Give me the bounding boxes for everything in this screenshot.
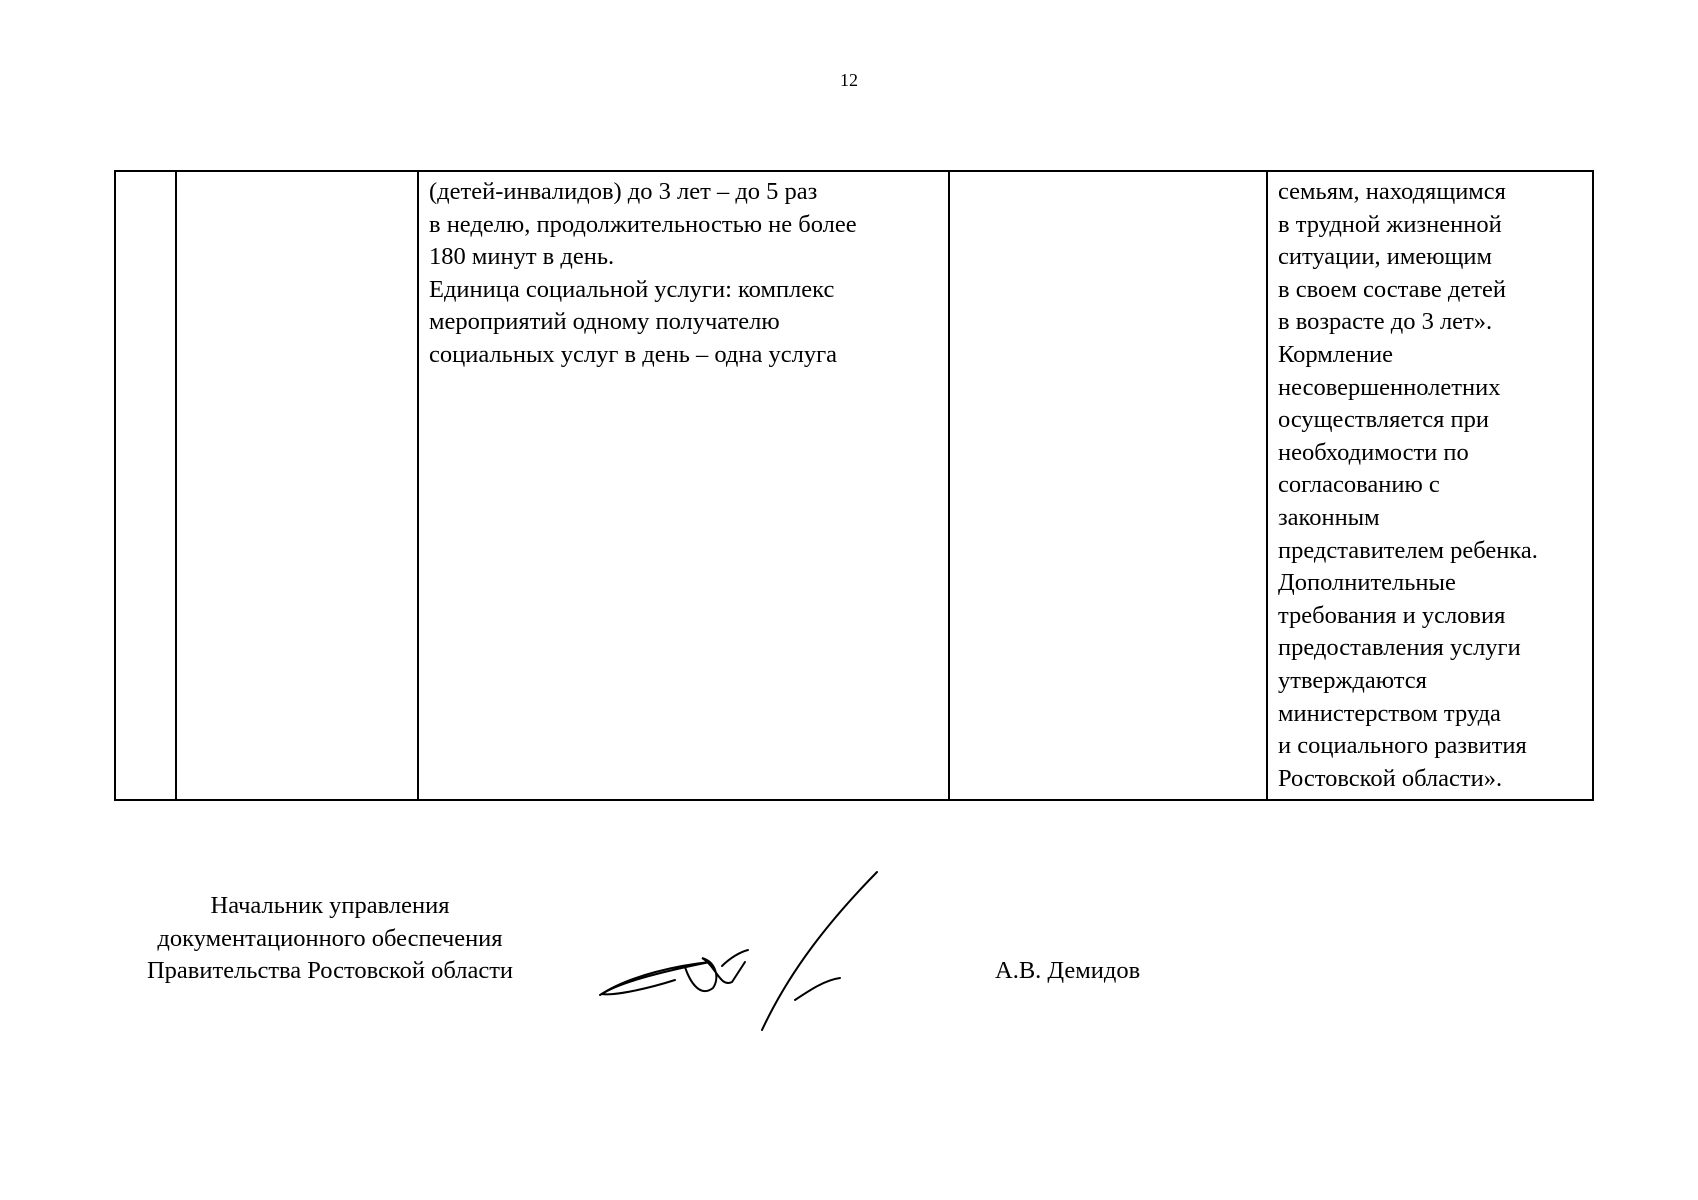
description-line: мероприятий одному получателю (429, 308, 780, 336)
conditions-line: Кормление (1278, 340, 1393, 368)
conditions-line: требования и условия (1278, 601, 1506, 629)
position-line: Правительства Ростовской области (146, 957, 514, 985)
signatory-position (100, 890, 560, 988)
conditions-line: предоставления услуги (1278, 634, 1521, 662)
conditions-line: несовершеннолетних (1278, 373, 1501, 401)
table-row (115, 171, 1593, 800)
cell-service-name (176, 171, 418, 800)
cell-service-description (418, 171, 949, 800)
description-line: Единица социальной услуги: комплекс (429, 275, 835, 303)
position-line: документационного обеспечения (157, 924, 503, 952)
conditions-line: законным (1278, 503, 1380, 531)
conditions-line: согласованию с (1278, 471, 1440, 499)
description-line: в неделю, продолжительностью не более (429, 210, 857, 238)
conditions-line: Ростовской области». (1278, 764, 1503, 792)
services-table (114, 170, 1594, 801)
conditions-line: ситуации, имеющим (1278, 243, 1493, 271)
conditions-line: Дополнительные (1278, 569, 1456, 597)
conditions-line: представителем ребенка. (1278, 536, 1538, 564)
cell-conditions (1267, 171, 1593, 800)
signer-name: А.В. Демидов (995, 957, 1141, 984)
conditions-line: необходимости по (1278, 438, 1469, 466)
description-line: социальных услуг в день – одна услуга (429, 340, 838, 368)
conditions-line: в своем составе детей (1278, 275, 1506, 303)
cell-number (115, 171, 176, 800)
conditions-line: в трудной жизненной (1278, 210, 1502, 238)
conditions-line: и социального развития (1278, 732, 1527, 760)
description-line: 180 минут в день. (429, 243, 615, 271)
handwritten-signature (590, 870, 890, 1040)
conditions-line: осуществляется при (1278, 406, 1489, 434)
cell-empty (949, 171, 1267, 800)
conditions-line: министерством труда (1278, 699, 1501, 727)
conditions-line: утверждаются (1278, 666, 1427, 694)
conditions-line: семьям, находящимся (1278, 178, 1506, 205)
page-number: 12 (840, 70, 858, 90)
description-line: (детей-инвалидов) до 3 лет – до 5 раз (429, 178, 818, 205)
position-line: Начальник управления (210, 892, 450, 919)
conditions-line: в возрасте до 3 лет». (1278, 308, 1493, 336)
